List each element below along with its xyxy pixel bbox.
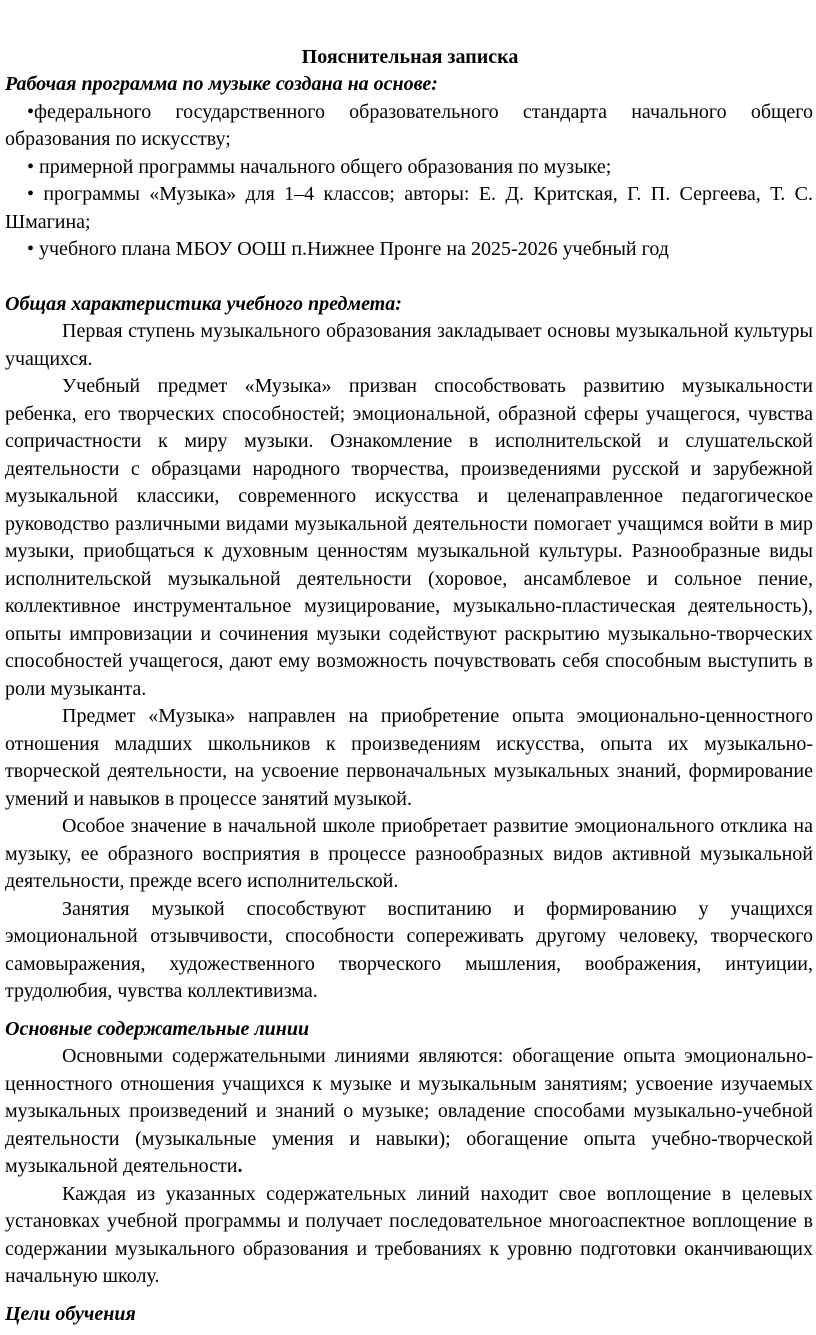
spacer xyxy=(5,1291,813,1301)
paragraph: Первая ступень музыкального образования закладывает основы музыкальной культуры учащихся. xyxy=(5,320,813,370)
paragraph-text: Основными содержательными линиями являются: обогащение опыта эмоционально-ценностного отношения учащихся к музыке и музыкальным занятиям; усвоение изучаемых музыкальных произведений и знаний о музыке; овладение способами музыкально-учебной деятельности (музыкальные умения и навыки); обогащение опыта учебно-творческой музыкальной деятельности xyxy=(5,1045,813,1177)
intro-heading: Рабочая программа по музыке создана на основе: xyxy=(5,73,438,95)
paragraph: Каждая из указанных содержательных линий находит свое воплощение в целевых установках учебной программы и получает последовательное многоаспектное воплощение в содержании музыкального образования и требованиях к уровню подготовки оканчивающих начальную школу. xyxy=(5,1182,813,1287)
spacer xyxy=(5,264,813,291)
paragraph: Особое значение в начальной школе приобретает развитие эмоционального отклика на музыку, ее образного восприятия в процессе разнообразных видов активной музыкальной деятельности, прежде всего исполнительской. xyxy=(5,815,813,892)
bullet-item: •федерального государственного образовательного стандарта начального общего образования по искусству; xyxy=(5,100,813,150)
section-heading-goals: Цели обучения xyxy=(5,1302,136,1325)
document-content xyxy=(5,44,813,1328)
spacer xyxy=(5,1006,813,1016)
bullet-item: • примерной программы начального общего образования по музыке; xyxy=(27,155,612,178)
paragraph xyxy=(5,1043,813,1181)
bullet-item: • учебного плана МБОУ ООШ п.Нижнее Пронге на 2025-2026 учебный год xyxy=(27,238,669,260)
paragraph: Учебный предмет «Музыка» призван способствовать развитию музыкальности ребенка, его творческих способностей; эмоциональной, образной сферы учащегося, чувства сопричастности к миру музыки. Ознакомление в исполнительской и слушательской деятельности с образцами народного творчества, произведениями русской и зарубежной музыкальной классики, современного искусства и целенаправленное педагогическое руководство различными видами музыкальной деятельности помогает учащимся войти в мир музыки, приобщаться к духовным ценностям музыкальной культуры. Разнообразные виды исполнительской музыкальной деятельности (хоровое, ансамблевое и сольное пение, коллективное инструментальное музицирование, музыкально-пластическая деятельность), опыты импровизации и сочинения музыки содействуют раскрытию музыкально-творческих способностей учащегося, дают ему возможность почувствовать себя способным выступить в роли музыканта. xyxy=(5,375,813,700)
document-title: Пояснительная записка xyxy=(301,46,519,68)
paragraph-end-mark: . xyxy=(237,1155,243,1177)
paragraph: Занятия музыкой способствуют воспитанию и формированию у учащихся эмоциональной отзывчивости, способности сопереживать другому человеку, творческого самовыражения, художественного творческого мышления, воображения, интуиции, трудолюбия, чувства коллективизма. xyxy=(5,897,813,1002)
section-heading-content-lines: Основные содержательные линии xyxy=(5,1017,310,1040)
section-heading-general: Общая характеристика учебного предмета: xyxy=(5,292,402,315)
bullet-item: • программы «Музыка» для 1–4 классов; авторы: Е. Д. Критская, Г. П. Сергеева, Т. С. Шмагина; xyxy=(5,183,813,233)
paragraph: Предмет «Музыка» направлен на приобретение опыта эмоционально-ценностного отношения младших школьников к произведениям искусства, опыта их музыкально-творческой деятельности, на усвоение первоначальных музыкальных знаний, формирование умений и навыков в процессе занятий музыкой. xyxy=(5,705,813,810)
